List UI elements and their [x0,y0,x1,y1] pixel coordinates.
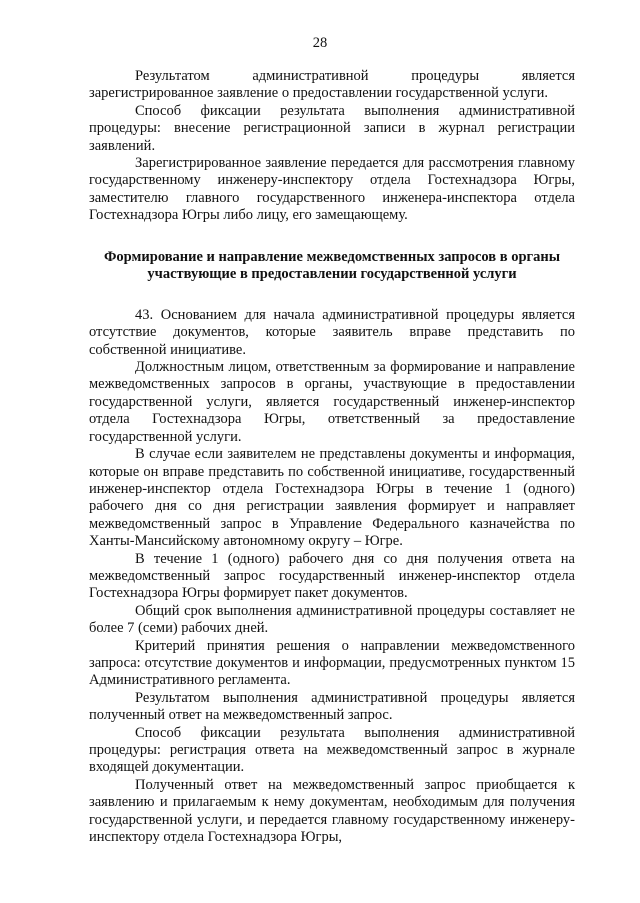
section-heading: Формирование и направление межведомственных запросов в органы участвующие в предоставлении государственной услуги [103,248,561,283]
paragraph-43-basis: 43. Основанием для начала административной процедуры является отсутствие документов, которые заявитель вправе представить по собственной инициативе. [89,306,575,358]
paragraph-response-attached: Полученный ответ на межведомственный запрос приобщается к заявлению и прилагаемым к нему документам, необходимым для получения государственной услуги, и передается главному государственному инженеру-инспектору отдела Гостехнадзора Югры, [89,776,575,846]
paragraph-decision-criterion: Критерий принятия решения о направлении межведомственного запроса: отсутствие документов и информации, предусмотренных пунктом 15 Административного регламента. [89,637,575,689]
paragraph-result-fixation: Способ фиксации результата выполнения административной процедуры: регистрация ответа на межведомственный запрос в журнале входящей документации. [89,724,575,776]
paragraph-registered-application: Зарегистрированное заявление передается для рассмотрения главному государственному инженеру-инспектору отдела Гостехнадзора Югры, заместителю главного государственного инженера-инспектора отдела Гостехнадзора Югры либо лицу, его замещающему. [89,155,575,224]
page-number: 28 [312,35,328,51]
paragraph-result: Результатом административной процедуры является зарегистрированное заявление о предоставлении государственной услуги. [89,68,575,102]
paragraph-responsible-official: Должностным лицом, ответственным за формирование и направление межведомственных запросов в органы, участвующие в предоставлении государственной услуги, является государственный инженер-инспектор отдела Гостехнадзора Югры, ответственный за предоставление государственной услуги. [89,359,575,445]
paragraph-response-period: В течение 1 (одного) рабочего дня со дня получения ответа на межведомственный запрос государственный инженер-инспектор отдела Гостехнадзора Югры формирует пакет документов. [89,550,575,602]
document-body [89,68,575,846]
paragraph-fixation-method: Способ фиксации результата выполнения административной процедуры: внесение регистрационной записи в журнал регистрации заявлений. [89,102,575,154]
paragraph-missing-documents: В случае если заявителем не представлены документы и информация, которые он вправе представить по собственной инициативе, государственный инженер-инспектор отдела Гостехнадзора Югры в течение 1 (одного) рабочего дня со дня регистрации заявления формирует и направляет межведомственный запрос в Управление Федерального казначейства по Ханты-Мансийскому автономному округу – Югре. [89,446,575,550]
paragraph-procedure-result: Результатом выполнения административной процедуры является полученный ответ на межведомственный запрос. [89,689,575,724]
paragraph-total-term: Общий срок выполнения административной процедуры составляет не более 7 (семи) рабочих дней. [89,602,575,637]
